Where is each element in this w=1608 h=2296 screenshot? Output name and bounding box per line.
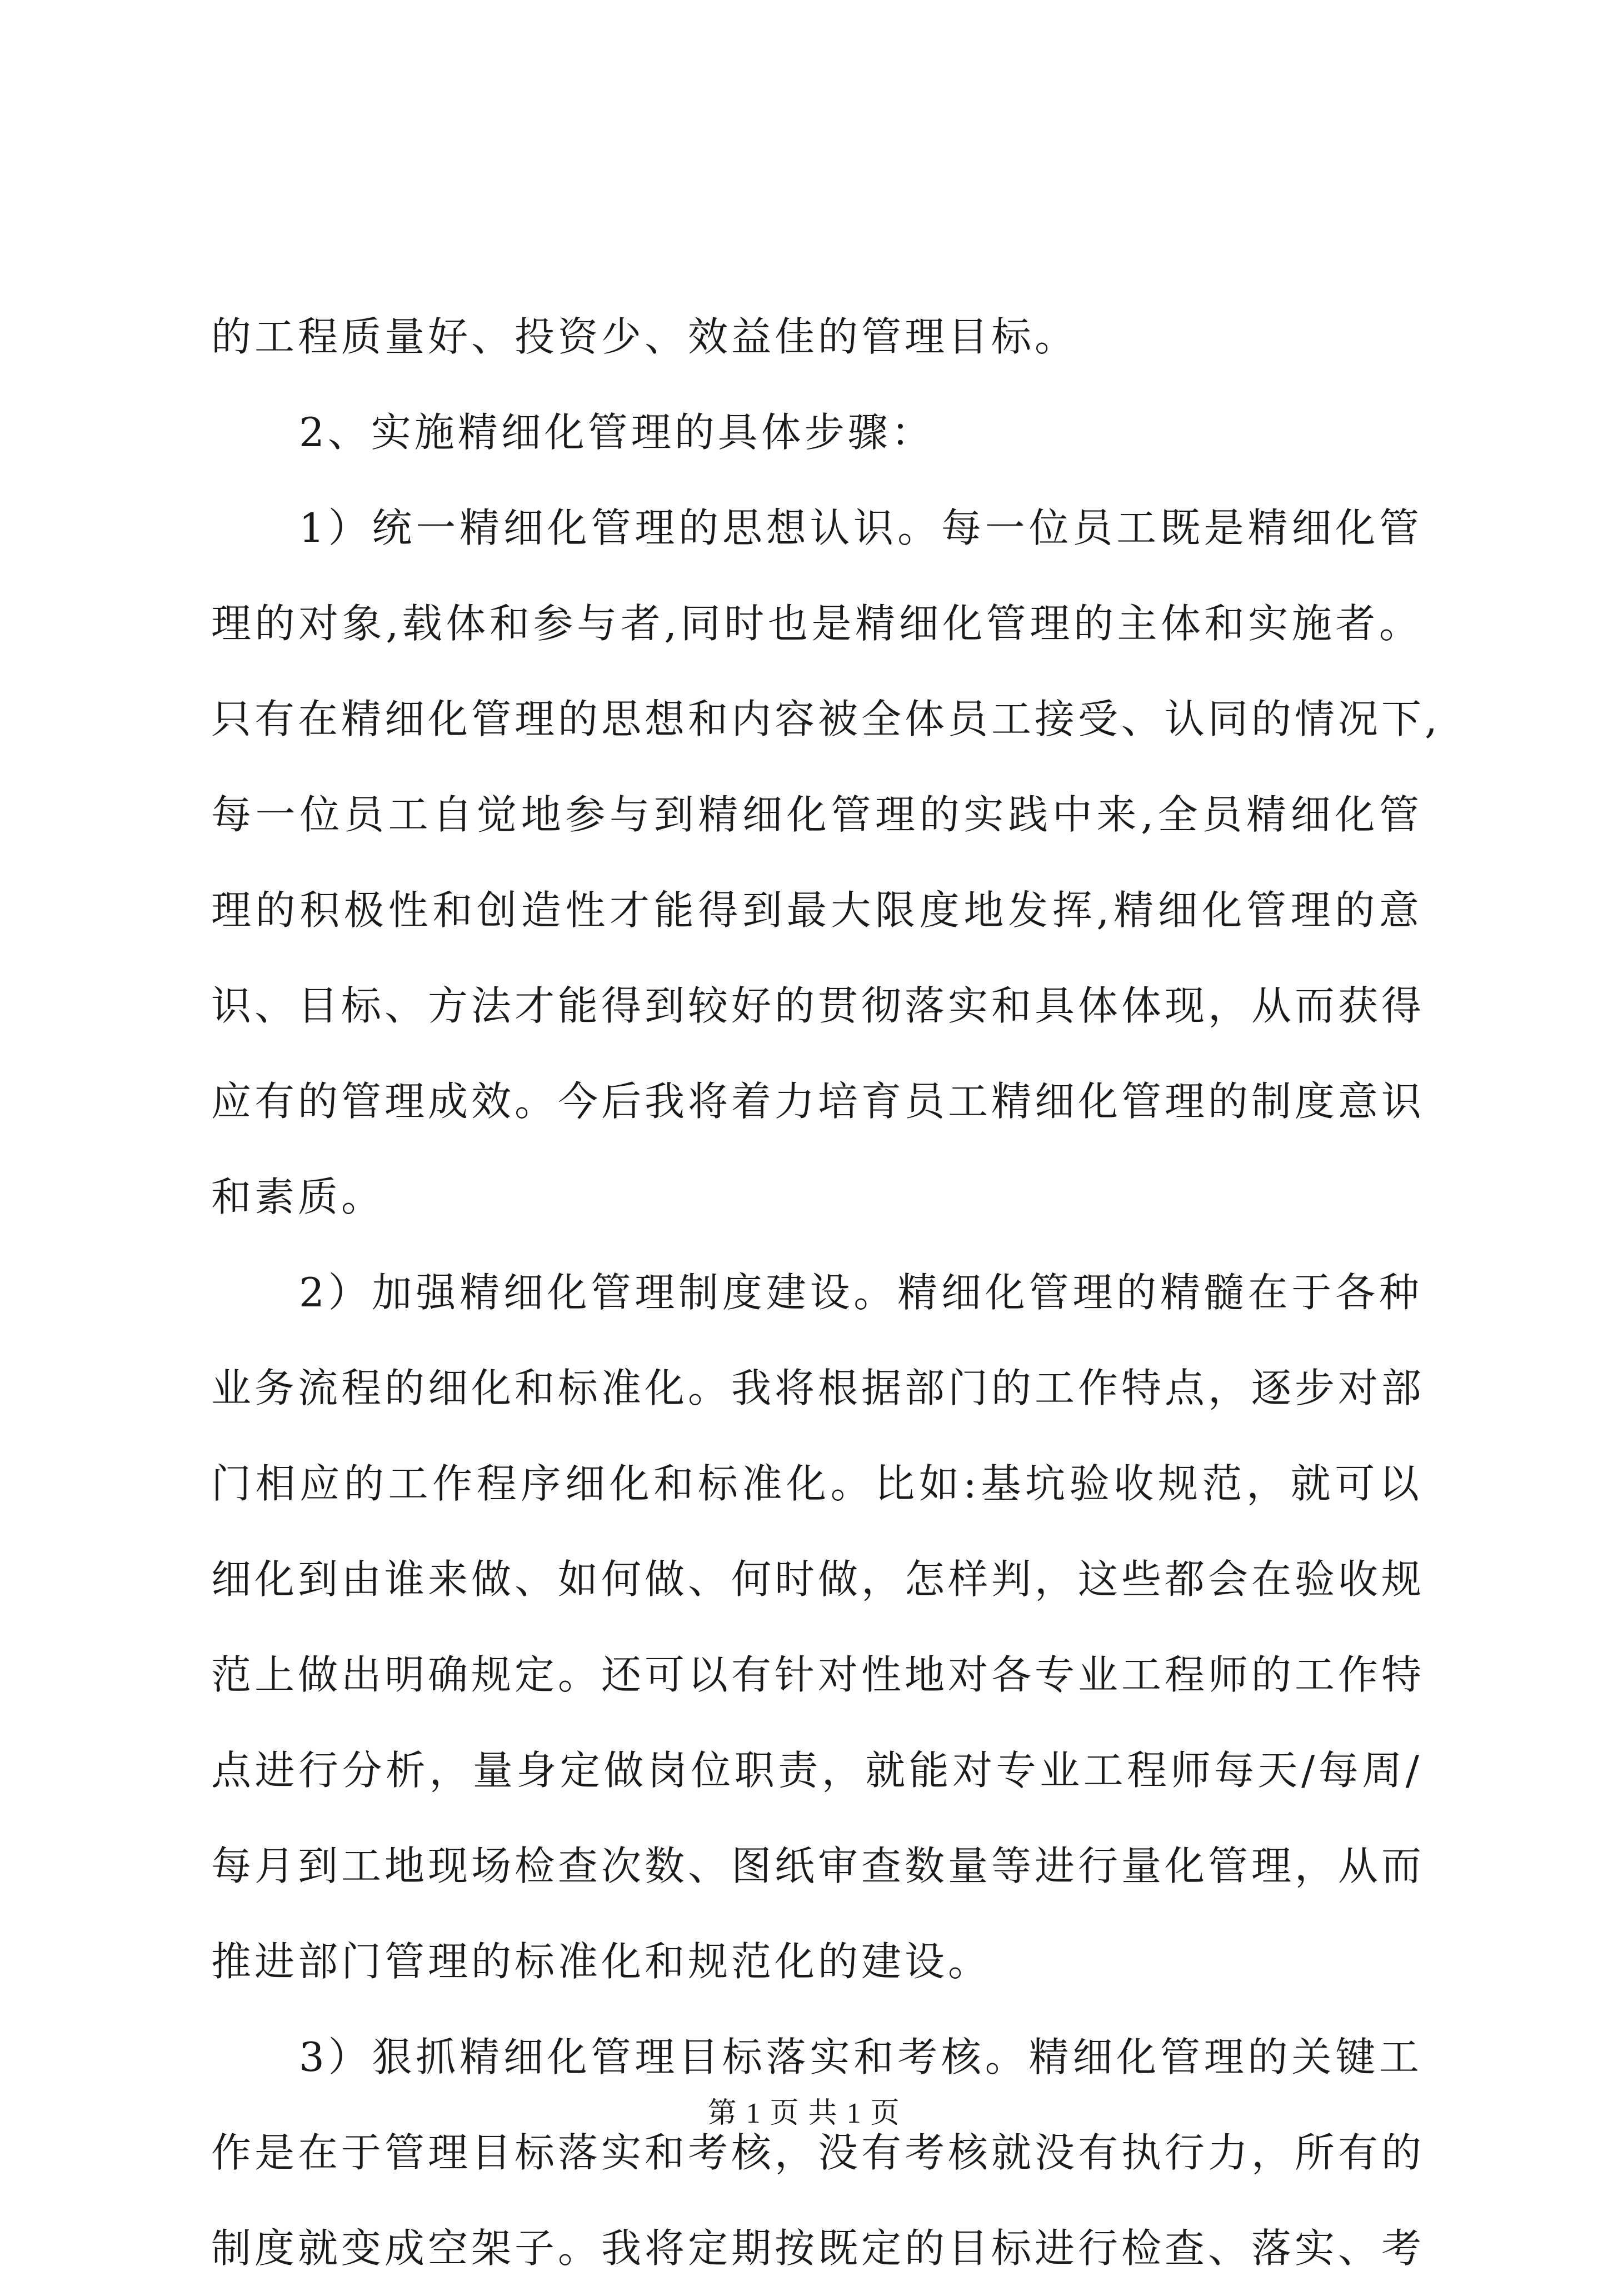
- text-line: 理的对象,载体和参与者,同时也是精细化管理的主体和实施者。: [211, 600, 1422, 647]
- text-line: 2、实施精细化管理的具体步骤：: [299, 409, 935, 456]
- text-line: 细化到由谁来做、如何做、何时做，怎样判，这些都会在验收规: [211, 1556, 1425, 1603]
- text-line: 3）狠抓精细化管理目标落实和考核。精细化管理的关键工: [299, 2034, 1422, 2080]
- text-line: 应有的管理成效。今后我将着力培育员工精细化管理的制度意识: [211, 1078, 1425, 1125]
- text-line: 只有在精细化管理的思想和内容被全体员工接受、认同的情况下,: [211, 696, 1441, 742]
- text-line: 推进部门管理的标准化和规范化的建设。: [211, 1938, 992, 1985]
- text-line: 范上做出明确规定。还可以有针对性地对各专业工程师的工作特: [211, 1651, 1425, 1698]
- text-line: 的工程质量好、投资少、效益佳的管理目标。: [211, 313, 1078, 360]
- text-line: 和素质。: [211, 1174, 385, 1220]
- text-line: 业务流程的细化和标准化。我将根据部门的工作特点，逐步对部: [211, 1365, 1425, 1411]
- text-line: 制度就变成空架子。我将定期按既定的目标进行检查、落实、考: [211, 2225, 1425, 2272]
- text-line: 2）加强精细化管理制度建设。精细化管理的精髓在于各种: [299, 1269, 1422, 1316]
- text-line: 每一位员工自觉地参与到精细化管理的实践中来,全员精细化管: [211, 791, 1422, 838]
- text-line: 门相应的工作程序细化和标准化。比如:基坑验收规范，就可以: [211, 1460, 1422, 1507]
- text-line: 每月到工地现场检查次数、图纸审查数量等进行量化管理，从而: [211, 1843, 1425, 1889]
- page-footer: 第 1 页 共 1 页: [707, 2098, 901, 2129]
- text-line: 理的积极性和创造性才能得到最大限度地发挥,精细化管理的意: [211, 887, 1422, 934]
- document-body: [211, 289, 1441, 2296]
- text-line: 点进行分析，量身定做岗位职责，就能对专业工程师每天/每周/: [211, 1747, 1422, 1794]
- text-line: 1）统一精细化管理的思想认识。每一位员工既是精细化管: [299, 505, 1422, 551]
- text-line: 作是在于管理目标落实和考核，没有考核就没有执行力，所有的: [211, 2129, 1425, 2176]
- text-line: 识、目标、方法才能得到较好的贯彻落实和具体体现，从而获得: [211, 982, 1425, 1029]
